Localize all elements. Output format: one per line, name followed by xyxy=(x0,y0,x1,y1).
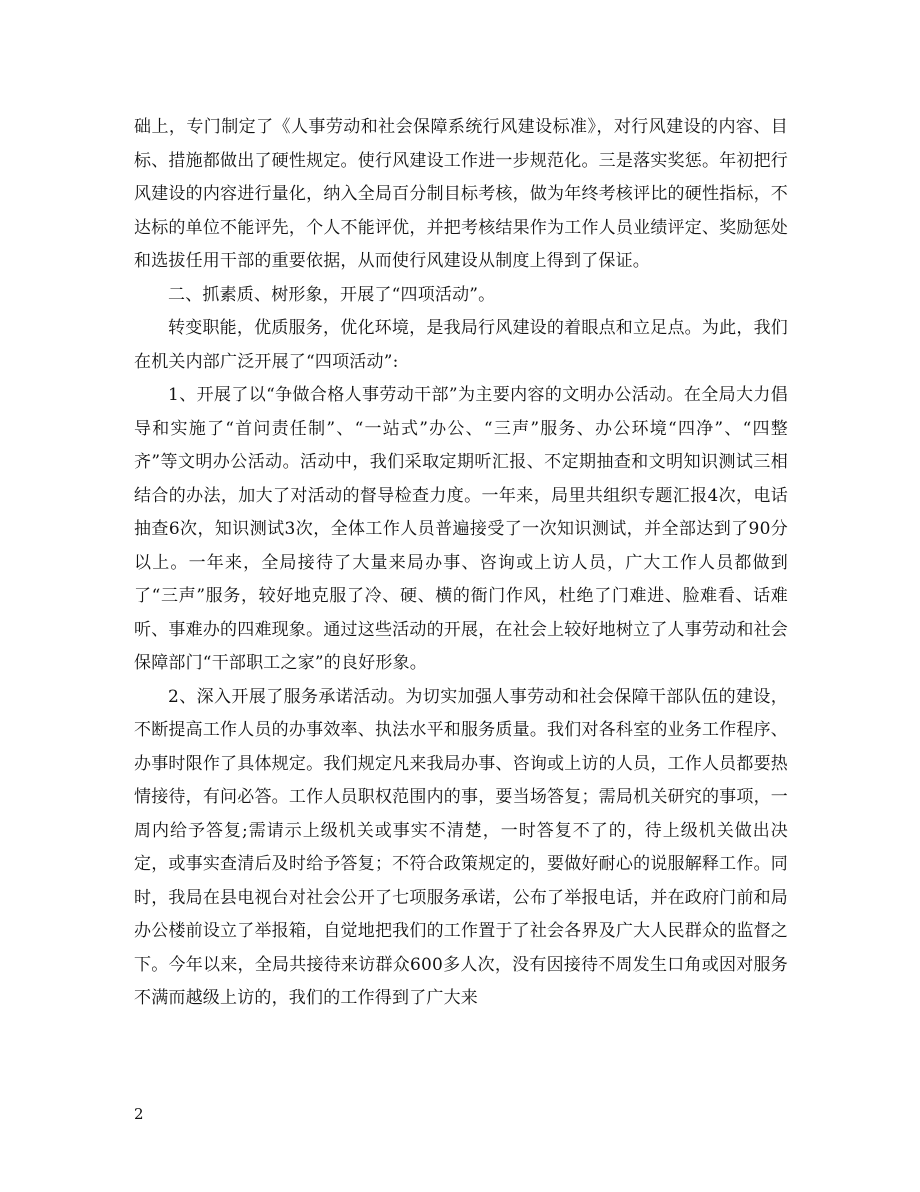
body-text xyxy=(134,111,788,1016)
page-number: 2 xyxy=(134,1105,144,1123)
paragraph-item-1: 1、开展了以“争做合格人事劳动干部”为主要内容的文明办公活动。在全局大力倡导和实施了“首问责任制”、“一站式”办公、“三声”服务、办公环境“四净”、“四整齐”等文明办公活动。活动中，我们采取定期听汇报、不定期抽查和文明知识测试三相结合的办法，加大了对活动的督导检查力度。一年来，局里共组织专题汇报4次，电话抽查6次，知识测试3次，全体工作人员普遍接受了一次知识测试，并全部达到了90分以上。一年来，全局接待了大量来局办事、咨询或上访人员，广大工作人员都做到了“三声”服务，较好地克服了冷、硬、横的衙门作风，杜绝了门难进、脸难看、话难听、事难办的四难现象。通过这些活动的开展，在社会上较好地树立了人事劳动和社会保障部门“干部职工之家”的良好形象。 xyxy=(134,385,788,673)
paragraph-intro: 转变职能，优质服务，优化环境，是我局行风建设的着眼点和立足点。为此，我们在机关内部广泛开展了“四项活动”: xyxy=(134,318,788,372)
section-heading-two: 二、抓素质、树形象，开展了“四项活动”。 xyxy=(168,284,496,305)
paragraph-item-2: 2、深入开展了服务承诺活动。为切实加强人事劳动和社会保障干部队伍的建设，不断提高工作人员的办事效率、执法水平和服务质量。我们对各科室的业务工作程序、办事时限作了具体规定。我们规定凡来我局办事、咨询或上访的人员，工作人员都要热情接待，有问必答。工作人员职权范围内的事，要当场答复；需局机关研究的事项，一周内给予答复;需请示上级机关或事实不清楚，一时答复不了的，待上级机关做出决定，或事实查清后及时给予答复；不符合政策规定的，要做好耐心的说服解释工作。同时，我局在县电视台对社会公开了七项服务承诺，公布了举报电话，并在政府门前和局办公楼前设立了举报箱，自觉地把我们的工作置于了社会各界及广大人民群众的监督之下。今年以来，全局共接待来访群众600多人次，没有因接待不周发生口角或因对服务不满而越级上访的，我们的工作得到了广大来 xyxy=(134,686,788,1008)
paragraph-continuation: 础上，专门制定了《人事劳动和社会保障系统行风建设标准》，对行风建设的内容、目标、措施都做出了硬性规定。使行风建设工作进一步规范化。三是落实奖惩。年初把行风建设的内容进行量化，纳入全局百分制目标考核，做为年终考核评比的硬性指标，不达标的单位不能评先，个人不能评优，并把考核结果作为工作人员业绩评定、奖励惩处和选拔任用干部的重要依据，从而使行风建设从制度上得到了保证。 xyxy=(134,117,788,271)
